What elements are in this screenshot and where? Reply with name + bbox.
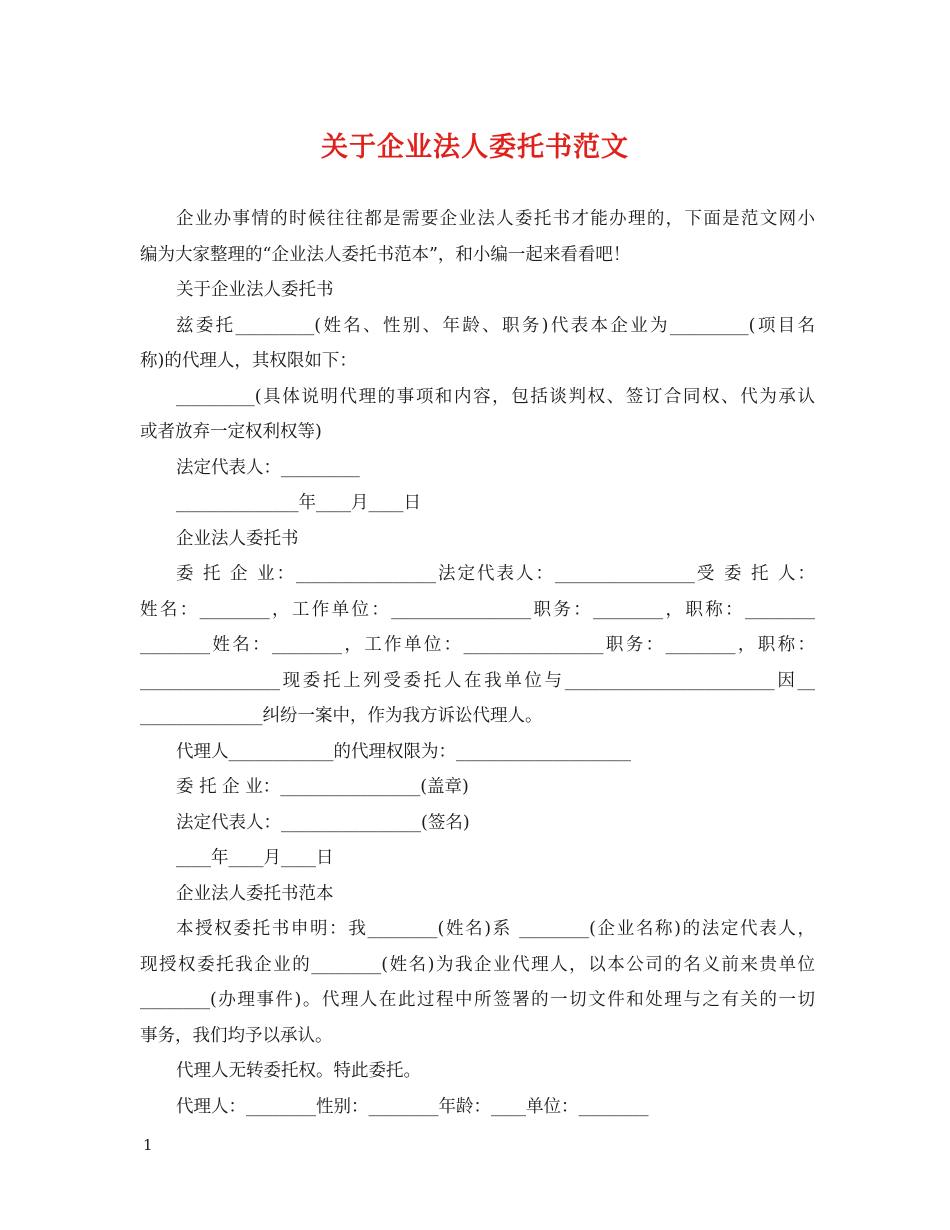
body-line: 法定代表人：_________ [176,457,360,478]
body-line: 本授权委托书申明：我________(姓名)系 ________(企业名称)的法定代表人， [176,919,815,939]
body-line: 企业办事情的时候往往都是需要企业法人委托书才能办理的，下面是范文网小 [176,209,815,229]
body-line: ______________年____月____日 [176,493,421,513]
body-line: 代理人____________的代理权限为：____________________ [176,741,631,762]
body-line: 兹委托_________(姓名、性别、年龄、职务)代表本企业为_________(项目名 [176,315,815,336]
body-line: ________姓名：________，工作单位：________________职务：________，职称： [140,635,815,655]
body-line: 姓名：________，工作单位：________________职务：________，职称：________ [140,599,815,620]
body-line: 代理人无转委托权。特此委托。 [176,1061,421,1081]
page-number: 1 [143,1136,153,1154]
body-line: 企业法人委托书 [176,528,299,549]
body-line: 或者放弃一定权利权等) [140,422,322,442]
body-line: 企业法人委托书范本 [176,883,334,904]
body-line: 称)的代理人，其权限如下： [140,351,357,371]
body-line: 关于企业法人委托书 [176,280,334,300]
body-line: 编为大家整理的“企业法人委托书范本”，和小编一起来看看吧！ [140,244,631,265]
document-body [140,202,815,1125]
body-line: ____年____月____日 [176,848,334,868]
body-line: _________(具体说明代理的事项和内容，包括谈判权、签订合同权、代为承认 [176,386,815,407]
body-line: 委 托 企 业：________________法定代表人：________________受 委 托 人： [176,564,815,584]
document-title: 关于企业法人委托书范文 [321,132,629,163]
body-line: 现授权委托我企业的________(姓名)为我企业代理人，以本公司的名义前来贵单位 [140,954,815,975]
body-line: ________________现委托上列受委托人在我单位与________________________因__ [140,670,815,691]
body-line: 事务，我们均予以承认。 [140,1025,333,1046]
body-line: ______________纠纷一案中，作为我方诉讼代理人。 [140,706,543,726]
body-line: 代理人：________性别：________年龄：____单位：________ [176,1096,649,1117]
body-line: 法定代表人：________________(签名) [176,812,470,833]
body-line: ________(办理事件)。代理人在此过程中所签署的一切文件和处理与之有关的一切 [140,990,815,1010]
body-line: 委 托 企 业：________________(盖章) [176,777,469,797]
